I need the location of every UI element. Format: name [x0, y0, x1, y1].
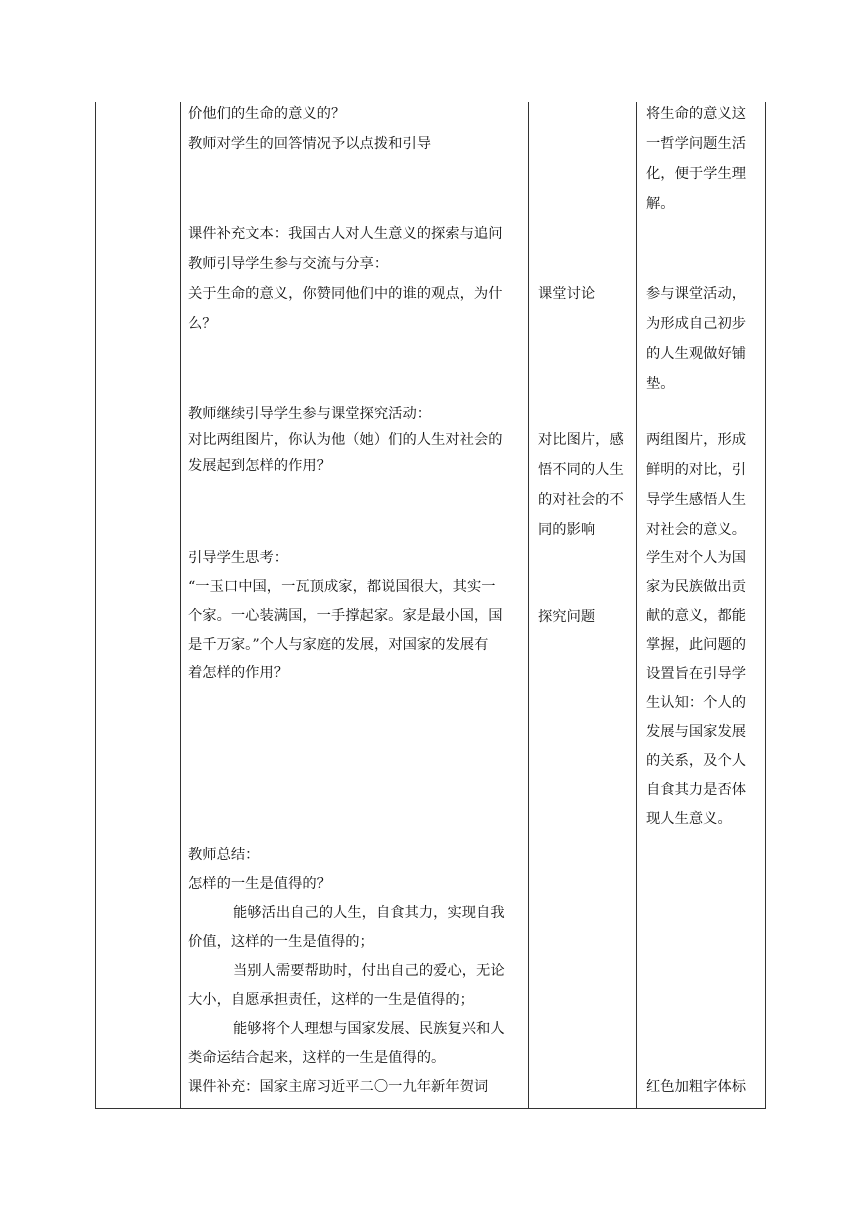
main-text-line: 怎样的一生是值得的？	[188, 876, 331, 892]
intent-text-line: 鲜明的对比，引	[646, 462, 747, 478]
table-divider-3	[636, 102, 637, 1109]
activity-text-line: 悟不同的人生	[538, 462, 624, 478]
activity-text-line: 课堂讨论	[538, 286, 596, 302]
intent-text-line: 两组图片，形成	[646, 432, 747, 448]
main-text-line: 能够将个人理想与国家发展、民族复兴和人	[233, 1021, 505, 1037]
main-text-line: 教师引导学生参与交流与分享：	[188, 256, 389, 272]
intent-text-line: 对社会的意义。	[646, 522, 747, 538]
intent-text-line: 垫。	[646, 376, 675, 392]
intent-text-line: 的关系，及个人	[646, 753, 747, 769]
intent-text-line: 解。	[646, 196, 675, 212]
intent-text-line: 导学生感悟人生	[646, 492, 747, 508]
main-text-line: 教师总结：	[188, 847, 260, 863]
main-text-line: 关于生命的意义，你赞同他们中的谁的观点，为什	[188, 286, 503, 302]
main-text-line: 教师对学生的回答情况予以点拨和引导	[188, 136, 432, 152]
intent-text-line: 自食其力是否体	[646, 782, 747, 798]
intent-text-line: 设置旨在引导学	[646, 666, 747, 682]
intent-text-line: 将生命的意义这	[646, 106, 747, 122]
main-text-line: 么？	[188, 316, 217, 332]
main-text-line: 类命运结合起来，这样的一生是值得的。	[188, 1050, 446, 1066]
main-text-line: 是千万家。”个人与家庭的发展，对国家的发展有	[188, 637, 489, 653]
main-text-line: 教师继续引导学生参与课堂探究活动：	[188, 406, 432, 422]
intent-text-line: 现人生意义。	[646, 811, 732, 827]
main-text-line: 价他们的生命的意义的？	[188, 106, 346, 122]
intent-text-line: 红色加粗字体标	[646, 1079, 747, 1095]
intent-text-line: 的人生观做好铺	[646, 346, 747, 362]
intent-text-line: 为形成自己初步	[646, 316, 747, 332]
intent-text-line: 学生对个人为国	[646, 550, 747, 566]
intent-text-line: 化，便于学生理	[646, 166, 747, 182]
intent-text-line: 家为民族做出贡	[646, 579, 747, 595]
intent-text-line: 参与课堂活动，	[646, 286, 747, 302]
main-text-line: 大小，自愿承担责任，这样的一生是值得的；	[188, 992, 474, 1008]
main-text-line: 能够活出自己的人生，自食其力，实现自我	[233, 905, 505, 921]
main-text-line: 个家。一心装满国，一手撑起家。家是最小国，国	[188, 608, 503, 624]
activity-text-line: 对比图片，感	[538, 432, 624, 448]
main-text-line: 课件补充：国家主席习近平二〇一九年新年贺词	[188, 1079, 489, 1095]
activity-text-line: 同的影响	[538, 522, 596, 538]
activity-text-line: 探究问题	[538, 609, 596, 625]
table-border-bottom	[95, 1108, 766, 1109]
intent-text-line: 掌握，此问题的	[646, 637, 747, 653]
main-text-line: 着怎样的作用？	[188, 665, 289, 681]
table-border-right	[765, 102, 766, 1109]
main-text-line: 对比两组图片，你认为他（她）们的人生对社会的	[188, 432, 503, 448]
activity-text-line: 的对社会的不	[538, 492, 624, 508]
main-text-line: 发展起到怎样的作用？	[188, 458, 331, 474]
main-text-line: “一玉口中国，一瓦顶成家，都说国很大，其实一	[188, 579, 496, 595]
intent-text-line: 生认知：个人的	[646, 695, 747, 711]
main-text-line: 当别人需要帮助时，付出自己的爱心，无论	[233, 963, 505, 979]
table-divider-2	[528, 102, 529, 1109]
main-text-line: 价值，这样的一生是值得的；	[188, 934, 374, 950]
intent-text-line: 发展与国家发展	[646, 724, 747, 740]
main-text-line: 引导学生思考：	[188, 550, 289, 566]
main-text-line: 课件补充文本：我国古人对人生意义的探索与追问	[188, 226, 503, 242]
table-divider-1	[180, 102, 181, 1109]
intent-text-line: 献的意义，都能	[646, 608, 747, 624]
table-border-left	[95, 102, 96, 1109]
intent-text-line: 一哲学问题生活	[646, 136, 747, 152]
